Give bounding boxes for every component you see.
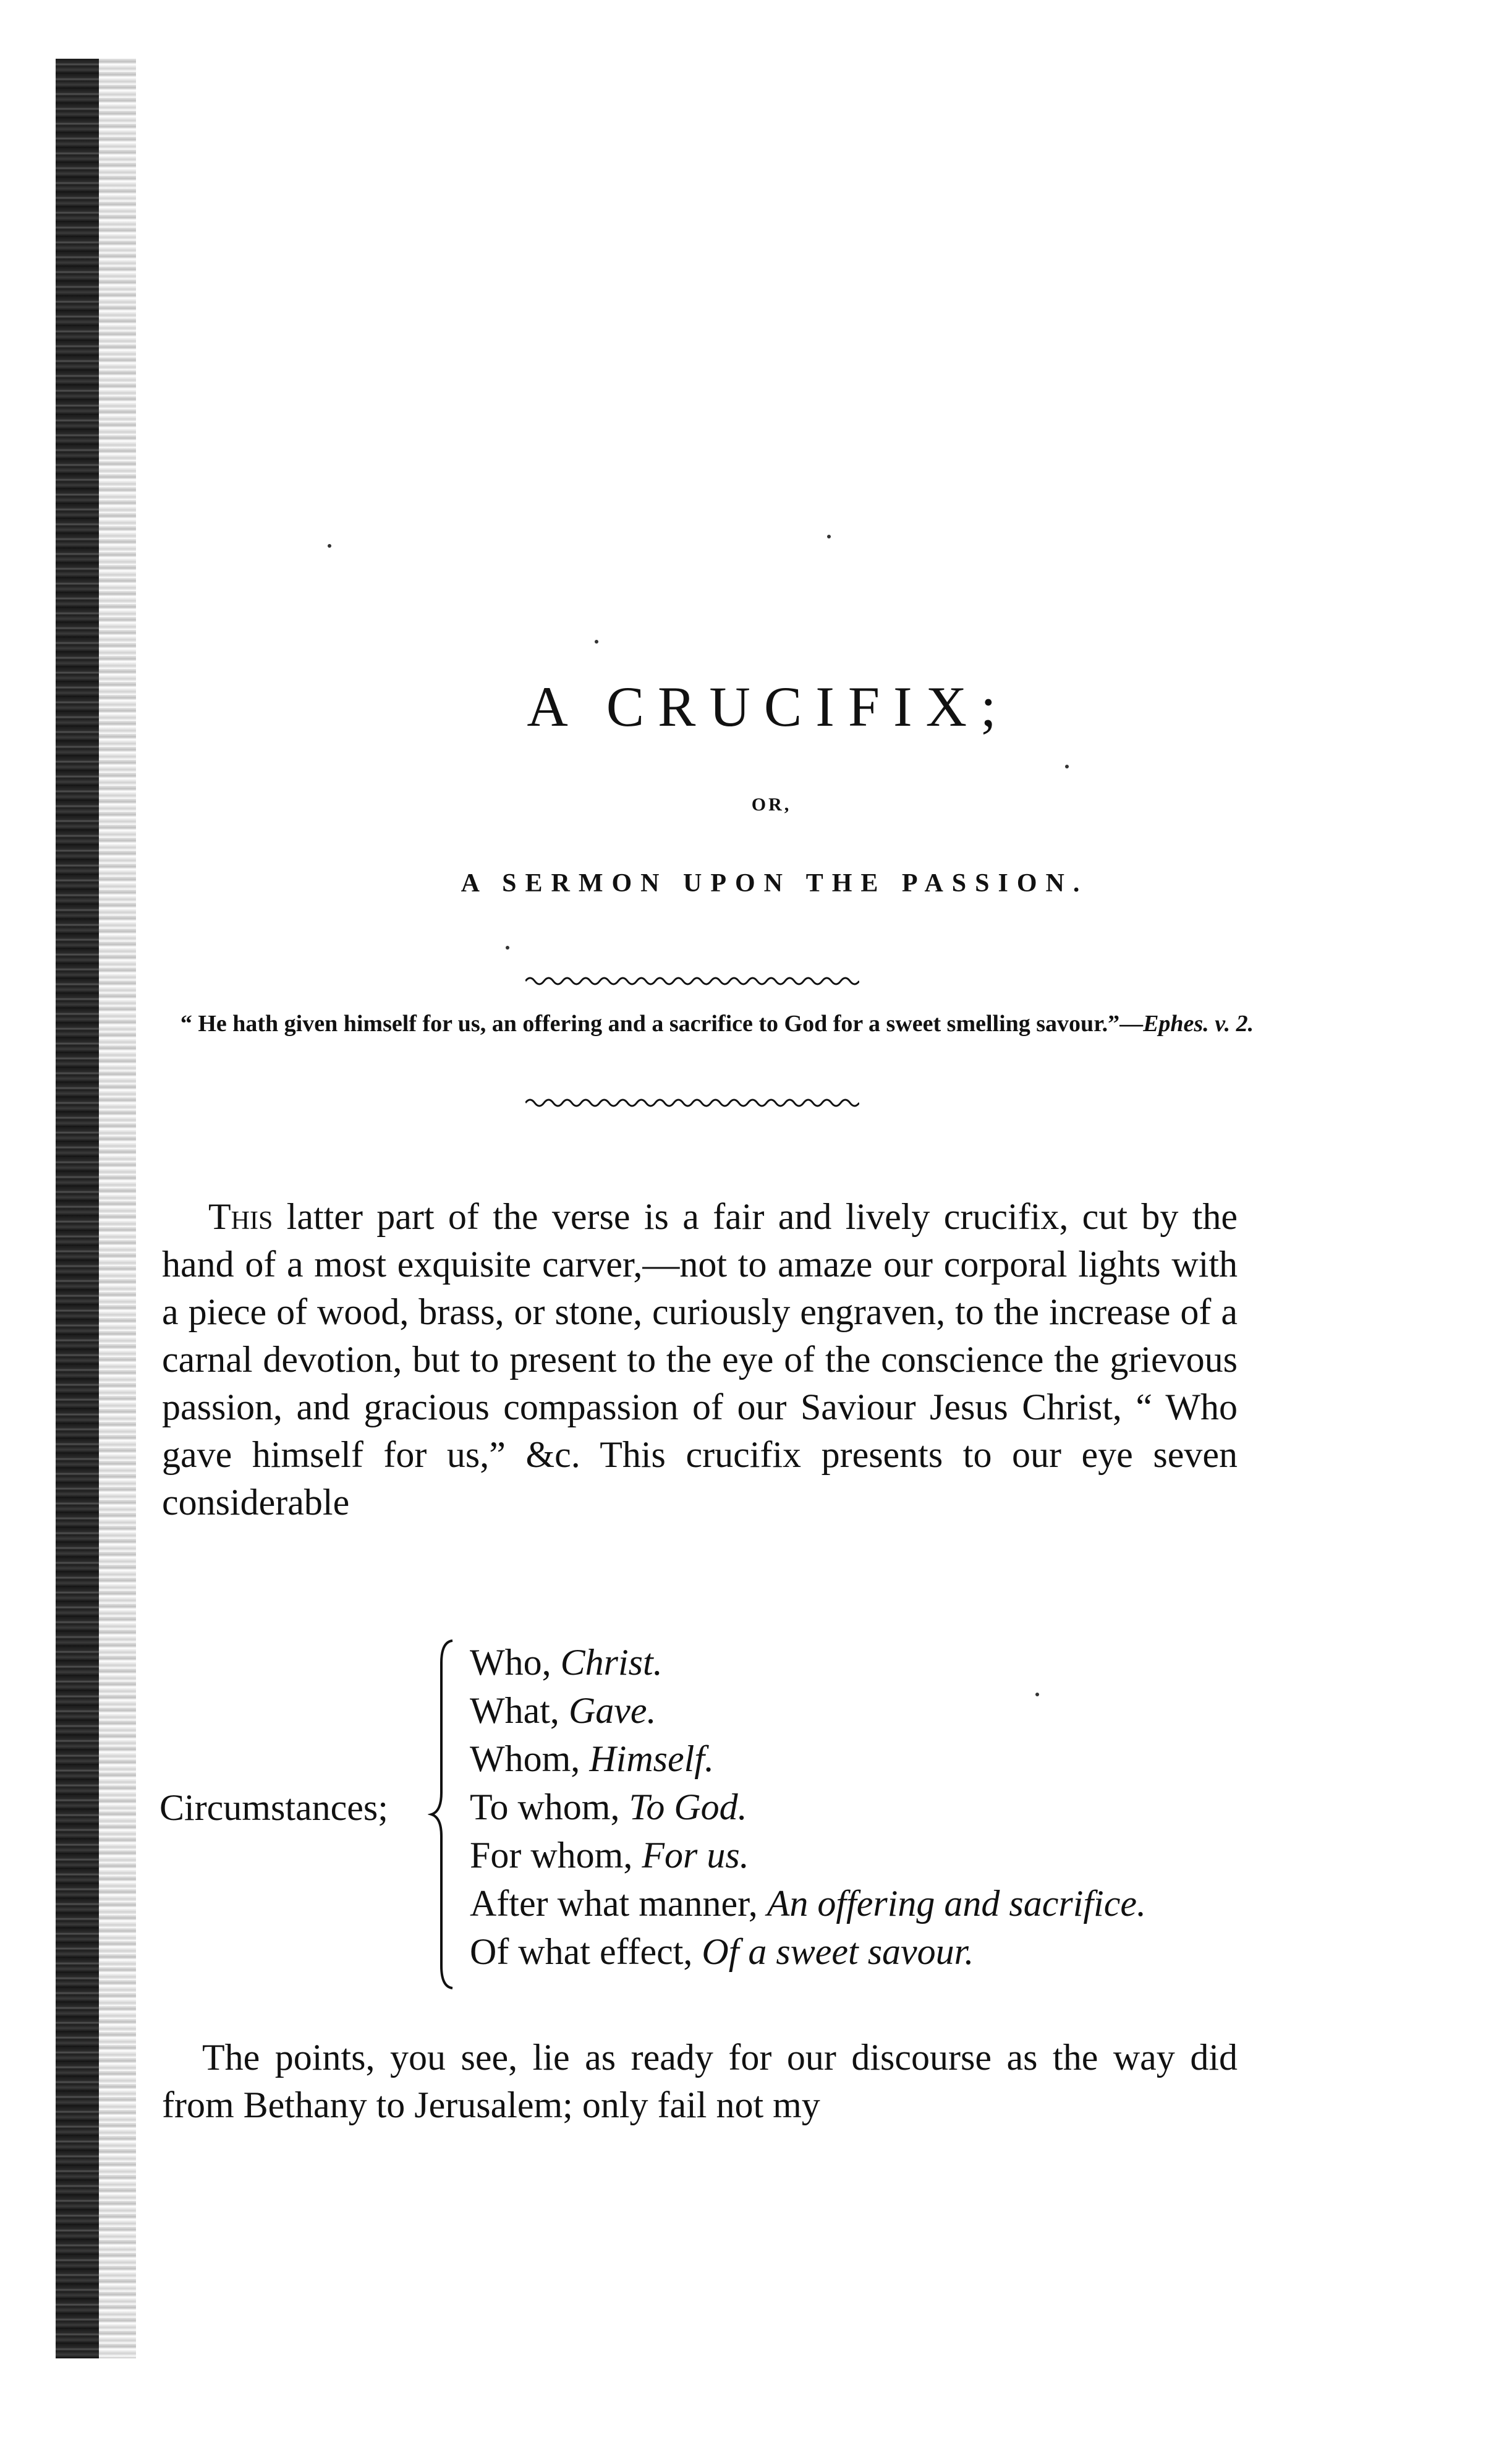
circumstance-item	[470, 1928, 1273, 1976]
sermon-title: A CRUCIFIX;	[527, 675, 1010, 738]
circumstance-item	[470, 1638, 1273, 1686]
circumstance-answer: To God.	[629, 1787, 747, 1827]
circumstance-answer: Of a sweet savour.	[702, 1931, 974, 1972]
print-speck	[1035, 1693, 1039, 1696]
circumstance-item	[470, 1783, 1273, 1831]
page-binding-edge	[56, 59, 99, 2358]
circumstance-answer: Gave.	[568, 1690, 656, 1731]
circumstance-item	[470, 1831, 1273, 1879]
circumstance-answer: Christ.	[560, 1642, 663, 1683]
circumstance-question: After what manner,	[470, 1883, 767, 1924]
wavy-rule-top	[525, 974, 859, 988]
circumstance-question: Who,	[470, 1642, 561, 1683]
circumstance-answer: For us.	[642, 1835, 749, 1876]
circumstance-item	[470, 1686, 1273, 1735]
circumstance-question: Whom,	[470, 1738, 590, 1779]
print-speck	[328, 544, 331, 548]
circumstance-item	[470, 1735, 1273, 1783]
circumstances-list	[470, 1638, 1273, 1976]
epigraph-reference: Ephes. v. 2.	[1143, 1011, 1254, 1037]
wavy-rule-bottom	[525, 1095, 859, 1110]
circumstance-question: To whom,	[470, 1787, 629, 1827]
circumstance-answer: An offering and sacrifice.	[767, 1883, 1146, 1924]
print-speck	[827, 535, 831, 538]
sermon-subtitle: A SERMON UPON THE PASSION.	[461, 869, 1089, 898]
epigraph-text: “ He hath given himself for us, an offering and a sacrifice to God for a sweet smelling savour.”—	[180, 1011, 1144, 1037]
print-speck	[1065, 765, 1069, 768]
epigraph	[173, 1006, 1261, 1041]
circumstance-question: Of what effect,	[470, 1931, 702, 1972]
paragraph-body: latter part of the verse is a fair and lively crucifix, cut by the hand of a most exquisite carver,—not to amaze our corporal lights with a piece of wood, brass, or stone, curiously engraven, to the increase of a carnal devotion, but to present to the eye of the conscience the grievous passion, and gracious compassion of our Saviour Jesus Christ, “ Who gave himself for us,” &c. This crucifix presents to our eye seven considerable	[162, 1196, 1238, 1523]
paragraph-first-word: This	[208, 1196, 273, 1237]
page-binding-shadow	[99, 59, 136, 2358]
circumstances-label: Circumstances;	[159, 1787, 388, 1828]
print-speck	[506, 946, 509, 950]
circumstance-question: What,	[470, 1690, 569, 1731]
paragraph-crucifix	[162, 1193, 1238, 1526]
paragraph-points: The points, you see, lie as ready for our discourse as the way did from Bethany to Jerusalem; only fail not my	[162, 2037, 1238, 2125]
circumstance-item	[470, 1879, 1273, 1928]
curly-brace-icon	[428, 1638, 459, 1991]
print-speck	[595, 640, 598, 644]
circumstance-answer: Himself.	[589, 1738, 714, 1779]
title-conjunction: OR,	[751, 794, 792, 815]
circumstance-question: For whom,	[470, 1835, 642, 1876]
